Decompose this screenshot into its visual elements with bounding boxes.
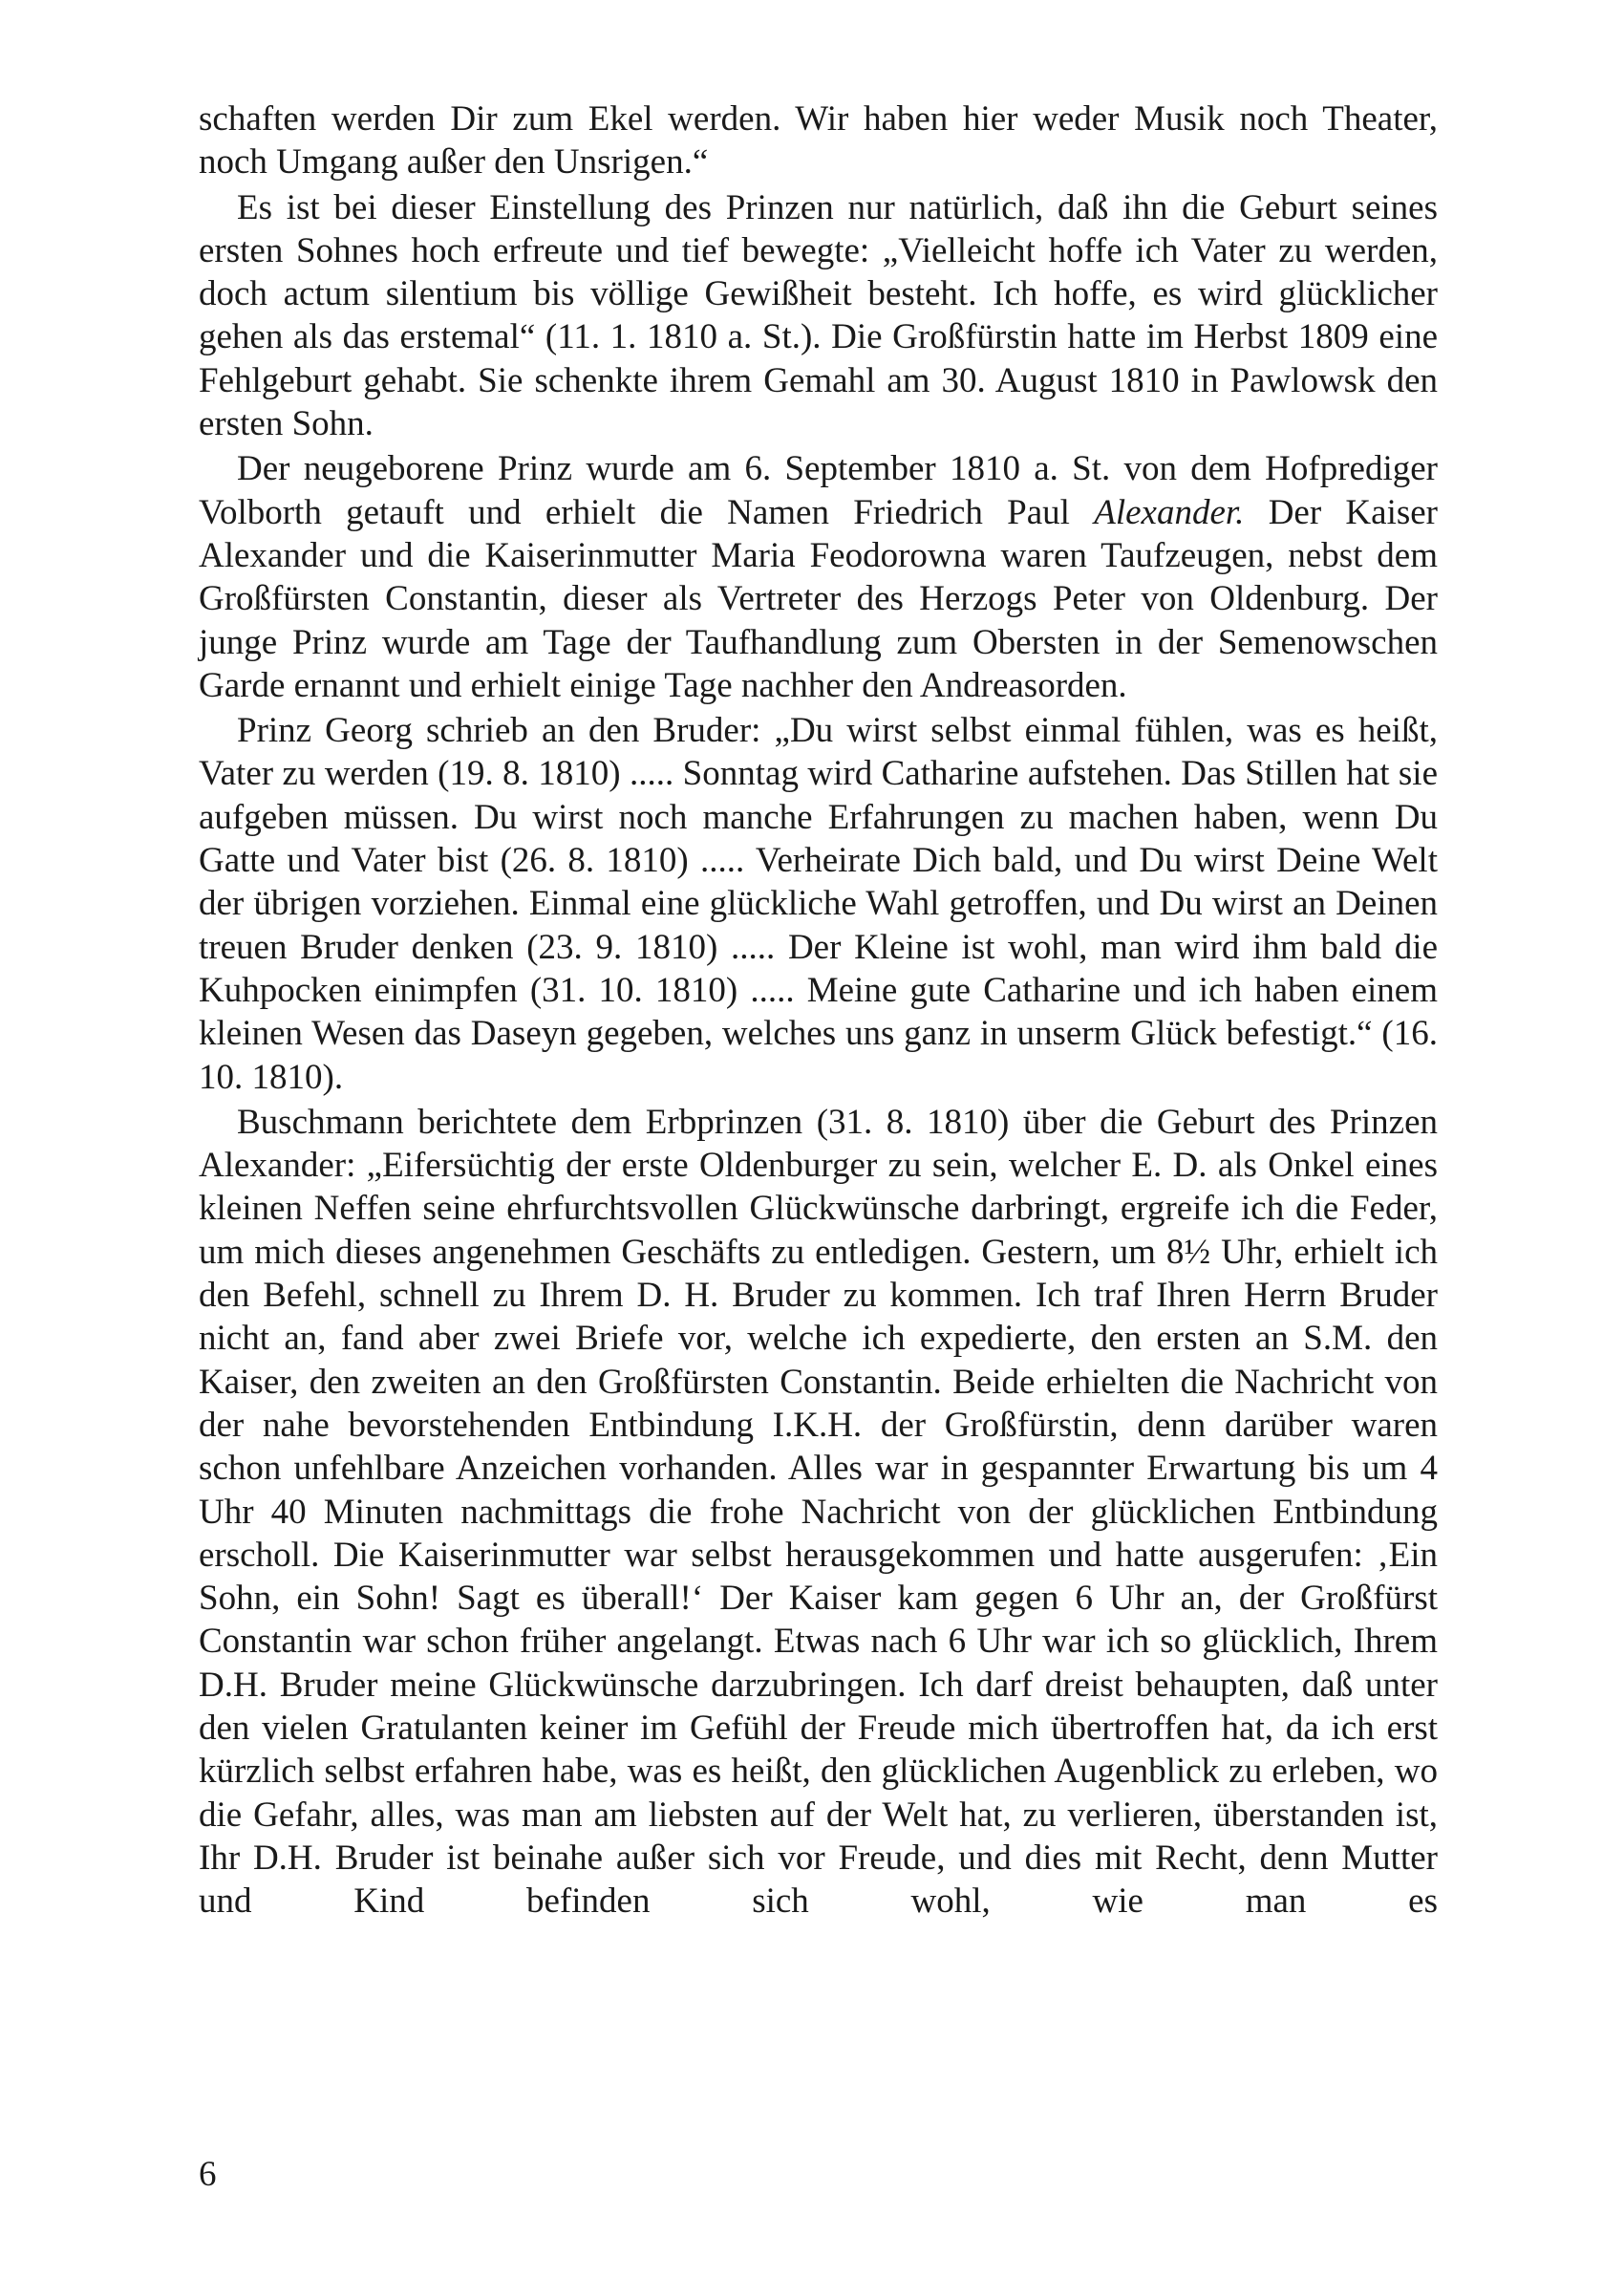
paragraph bbox=[199, 97, 1438, 184]
text-run: Prinz Georg schrieb an den Bruder: „Du wirst selbst einmal fühlen, was es heißt, Vater zu werden (19. 8. 1810) ..... Sonntag wird Catharine aufstehen. Das Stillen hat sie aufgeben müssen. Du wirst noch manche Erfahrungen zu machen haben, wenn Du Gatte und Vater bist (26. 8. 1810) ..... Verheirate Dich bald, und Du wirst Deine Welt der übrigen vorziehen. Einmal eine glückliche Wahl getroffen, und Du wirst an Deinen treuen Bruder denken (23. 9. 1810) ..... Der Kleine ist wohl, man wird ihm bald die Kuhpocken einimpfen (31. 10. 1810) ..... Meine gute Catharine und ich haben einem kleinen Wesen das Daseyn gegeben, welches uns ganz in unserm Glück befestigt.“ (16. 10. 1810). bbox=[199, 711, 1438, 1097]
paragraph bbox=[199, 709, 1438, 1099]
text-run: Es ist bei dieser Einstellung des Prinzen nur natürlich, daß ihn die Geburt seines ersten Sohnes hoch erfreute und tief bewegte: „Vielleicht hoffe ich Vater zu werden, doch actum silentium bis völlige Gewißheit besteht. Ich hoffe, es wird glücklicher gehen als das erstemal“ (11. 1. 1810 a. St.). Die Großfürstin hatte im Herbst 1809 eine Fehlgeburt gehabt. Sie schenkte ihrem Gemahl am 30. August 1810 in Pawlowsk den ersten Sohn. bbox=[199, 187, 1438, 444]
paragraph bbox=[199, 1101, 1438, 1924]
text-run: Der neugeborene Prinz wurde am 6. September 1810 a. St. von dem Hofprediger Volborth getauft und erhielt die Namen Friedrich Paul bbox=[199, 449, 1438, 532]
text-run: schaften werden Dir zum Ekel werden. Wir haben hier weder Musik noch Theater, noch Umgang außer den Unsrigen.“ bbox=[199, 99, 1438, 183]
page-number: 6 bbox=[199, 2155, 217, 2194]
paragraph bbox=[199, 186, 1438, 446]
paragraph bbox=[199, 447, 1438, 707]
text-run: Buschmann berichtete dem Erbprinzen (31. 8. 1810) über die Geburt des Prinzen Alexander: „Eifersüchtig der erste Oldenburger zu sein, welcher E. D. als Onkel eines kleinen Neffen seine ehrfurchtsvollen Glückwünsche darbringt, ergreife ich die Feder, um mich dieses angenehmen Geschäfts zu entledigen. Gestern, um 8½ Uhr, erhielt ich den Befehl, schnell zu Ihrem D. H. Bruder zu kommen. Ich traf Ihren Herrn Bruder nicht an, fand aber zwei Briefe vor, welche ich expedierte, den ersten an S.M. den Kaiser, den zweiten an den Großfürsten Constantin. Beide erhielten die Nachricht von der nahe bevorstehenden Entbindung I.K.H. der Großfürstin, denn darüber waren schon unfehlbare Anzeichen vorhanden. Alles war in gespannter Erwartung bis um 4 Uhr 40 Minuten nachmittags die frohe Nachricht von der glücklichen Entbindung erscholl. Die Kaiserinmutter war selbst herausgekommen und hatte ausgerufen: ‚Ein Sohn, ein Sohn! Sagt es überall!‘ Der Kaiser kam gegen 6 Uhr an, der Großfürst Constantin war schon früher angelangt. Etwas nach 6 Uhr war ich so glücklich, Ihrem D.H. Bruder meine Glückwünsche darzubringen. Ich darf dreist behaupten, daß unter den vielen Gratulanten keiner im Gefühl der Freude mich übertroffen hat, da ich erst kürzlich selbst erfahren habe, was es heißt, den glücklichen Augenblick zu erleben, wo die Gefahr, alles, was man am liebsten auf der Welt hat, zu verlieren, überstanden ist, Ihr D.H. Bruder ist beinahe außer sich vor Freude, und dies mit Recht, denn Mutter und Kind befinden sich wohl, wie man es bbox=[199, 1102, 1438, 1922]
body-text bbox=[199, 97, 1438, 1924]
text-run: Der Kaiser Alexander und die Kaiserinmutter Maria Feodorowna waren Taufzeugen, nebst dem Großfürsten Constantin, dieser als Vertreter des Herzogs Peter von Oldenburg. Der junge Prinz wurde am Tage der Taufhandlung zum Obersten in der Semenowschen Garde ernannt und erhielt einige Tage nachher den Andreasorden. bbox=[199, 492, 1439, 705]
italic-text: Alexander. bbox=[1094, 492, 1245, 532]
